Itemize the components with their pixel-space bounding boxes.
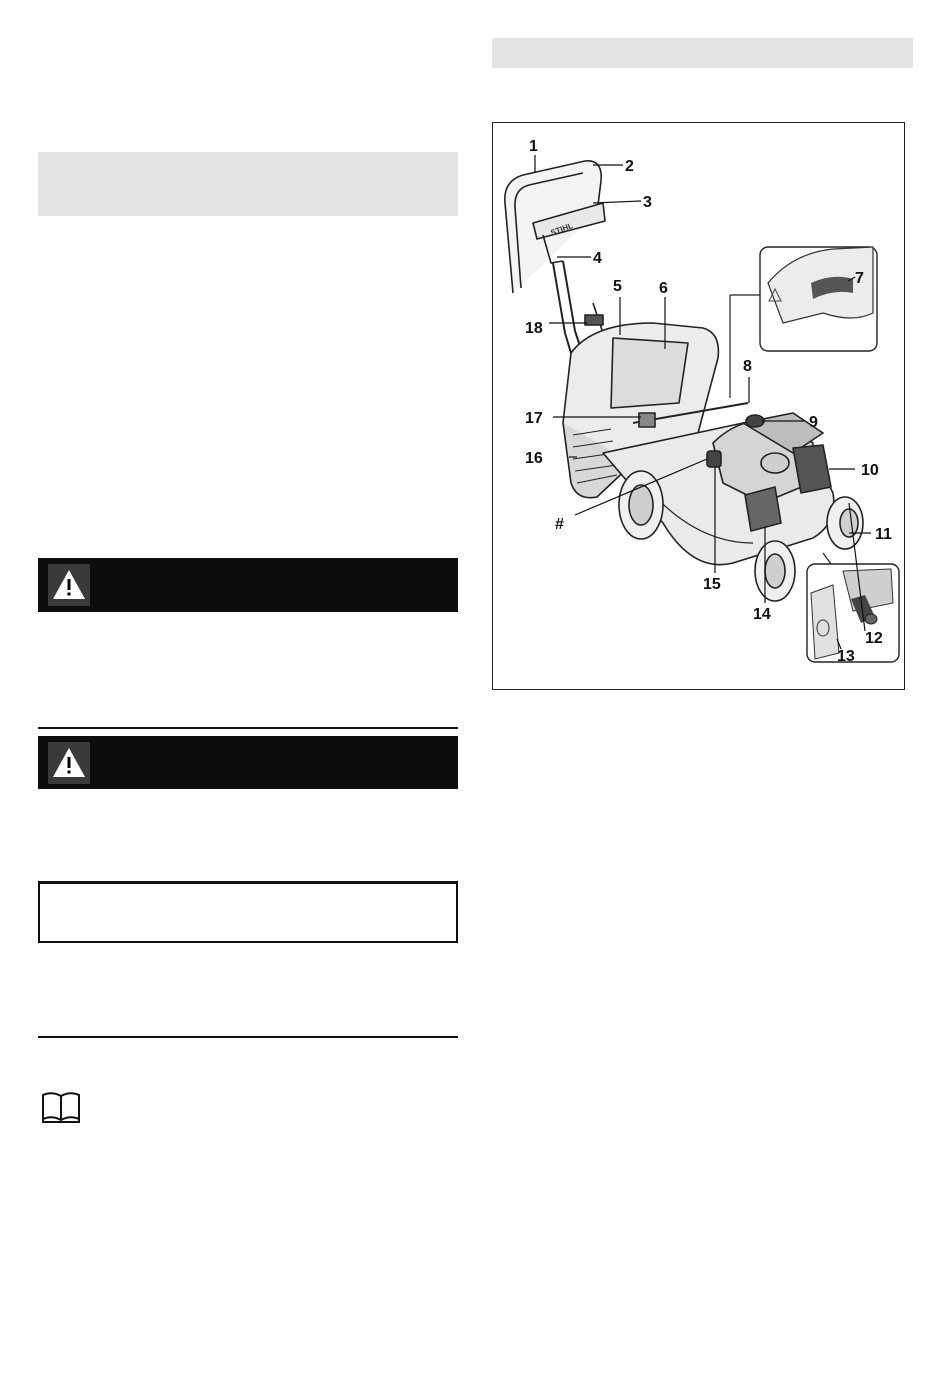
callout-9: 9 <box>809 414 818 431</box>
brand-mark: STIHL <box>549 221 575 238</box>
warning-triangle-icon <box>48 742 90 784</box>
left-section-header-bar <box>38 152 458 216</box>
callout-13: 13 <box>837 648 855 665</box>
open-book-icon <box>40 1090 82 1124</box>
callout-3: 3 <box>643 194 652 211</box>
lawn-mower-figure <box>492 122 905 690</box>
callout-12: 12 <box>865 630 883 647</box>
warning-bar-2 <box>38 736 458 789</box>
right-section-header-bar <box>492 38 913 68</box>
lawn-mower-illustration <box>493 123 903 688</box>
callout-18: 18 <box>525 320 543 337</box>
callout-8: 8 <box>743 358 752 375</box>
callout-5: 5 <box>613 278 622 295</box>
callout-10: 10 <box>861 462 879 479</box>
callout-1: 1 <box>529 138 538 155</box>
section-rule <box>38 1036 458 1038</box>
callout-16: 16 <box>525 450 543 467</box>
callout-hash: # <box>555 516 564 533</box>
callout-4: 4 <box>593 250 602 267</box>
warning-triangle-icon <box>48 564 90 606</box>
callout-2: 2 <box>625 158 634 175</box>
callout-11: 11 <box>875 526 892 543</box>
callout-14: 14 <box>753 606 771 623</box>
warning-bar-1 <box>38 558 458 612</box>
callout-6: 6 <box>659 280 668 297</box>
callout-15: 15 <box>703 576 721 593</box>
section-rule <box>38 727 458 729</box>
callout-7: 7 <box>855 270 864 287</box>
detail-inset-handle <box>760 247 877 351</box>
callout-17: 17 <box>525 410 543 427</box>
notice-box <box>38 881 458 943</box>
